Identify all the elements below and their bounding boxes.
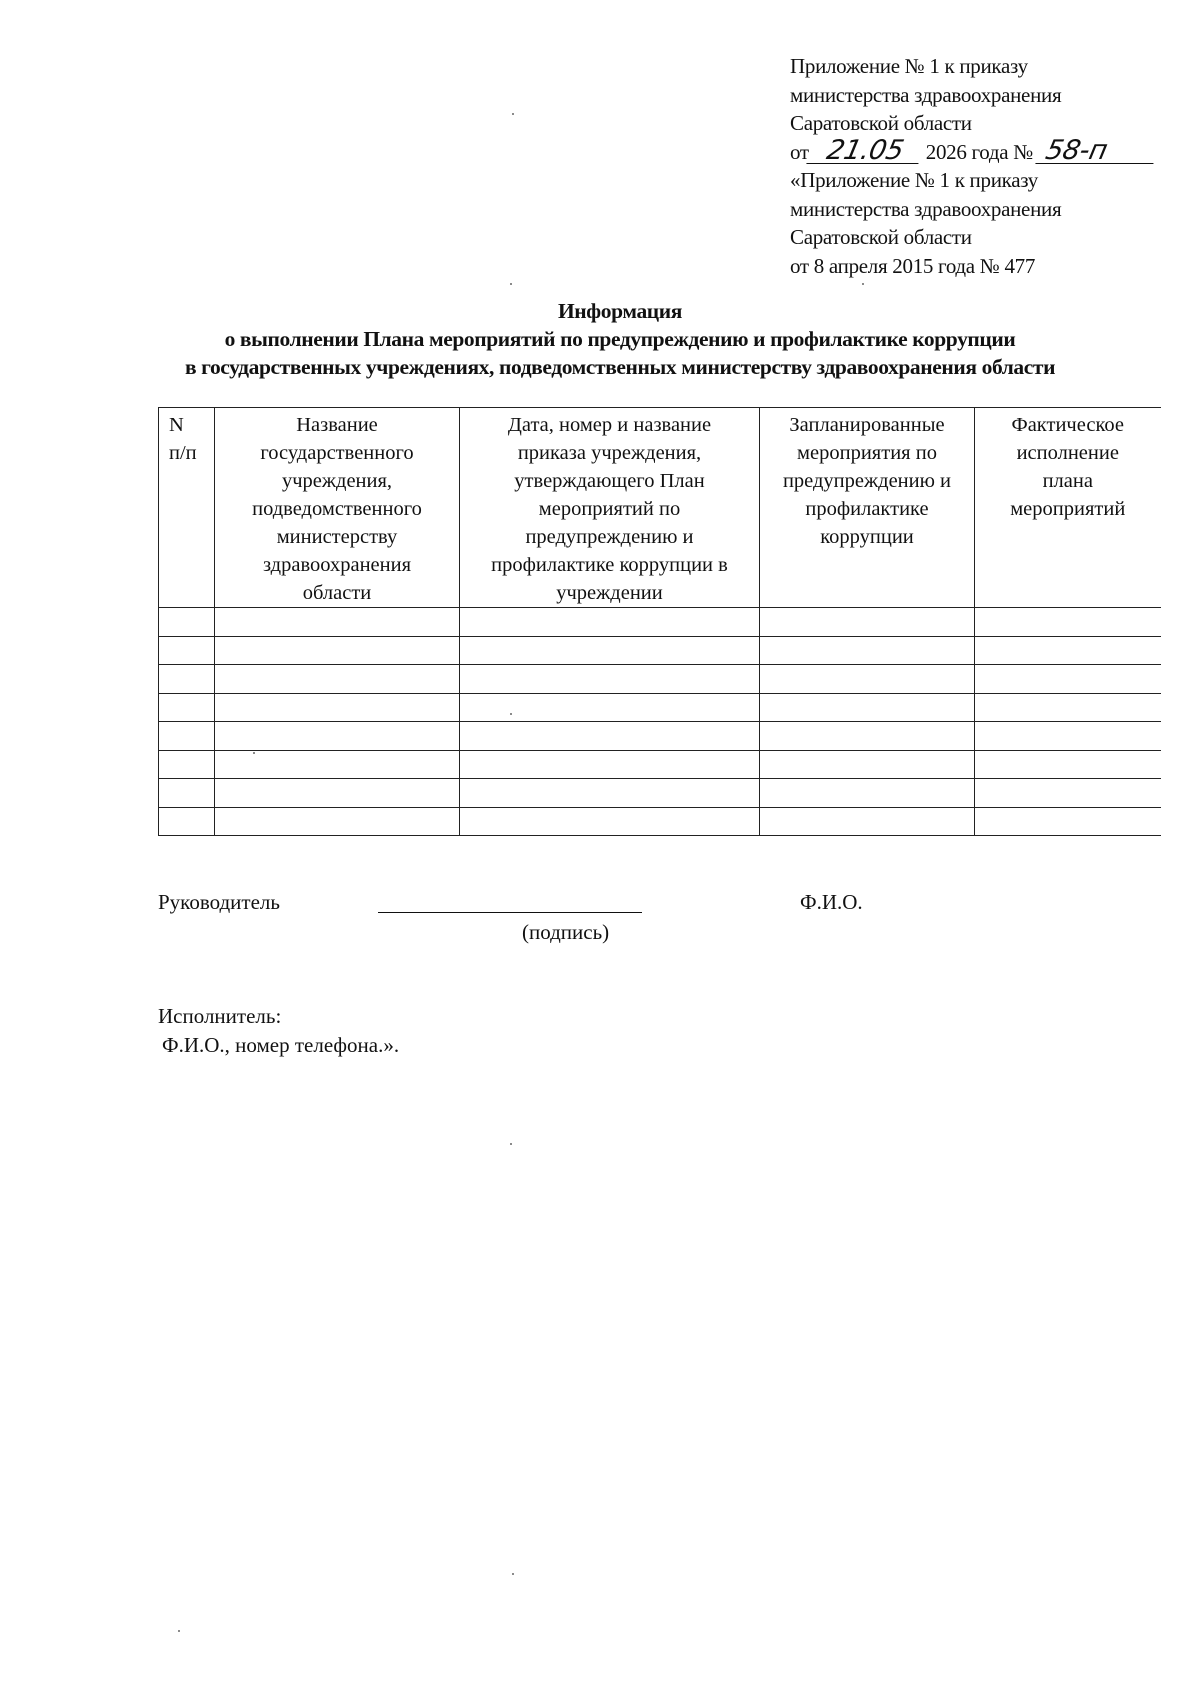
signature-caption: (подпись) (522, 920, 610, 944)
table-cell[interactable] (460, 722, 760, 751)
table-row (159, 608, 1161, 637)
signature-line[interactable] (378, 912, 642, 913)
executor-label: Исполнитель: (158, 1004, 282, 1028)
table-cell[interactable] (215, 693, 460, 722)
header-text-line: плана (1042, 470, 1093, 492)
table-cell[interactable] (159, 807, 215, 836)
table-cell[interactable] (975, 750, 1161, 779)
scan-speck (862, 283, 864, 285)
header-text-line: Запланированные (789, 414, 945, 436)
table-cell[interactable] (215, 665, 460, 694)
table-cell[interactable] (215, 750, 460, 779)
appendix-block (790, 52, 1170, 280)
table-cell[interactable] (159, 750, 215, 779)
appendix-line-2: министерства здравоохранения (790, 82, 1062, 107)
table-cell[interactable] (159, 779, 215, 808)
header-text-line: Название (296, 414, 378, 436)
header-text-line: утверждающего План (514, 470, 705, 492)
executor-block (158, 1002, 399, 1060)
appendix-date-line (790, 134, 1170, 167)
header-text-line: мероприятия по (797, 442, 937, 464)
appendix-line-8: от 8 апреля 2015 года № 477 (790, 253, 1036, 278)
table-row (159, 665, 1161, 694)
header-actual-execution (975, 408, 1161, 608)
table-cell[interactable] (159, 636, 215, 665)
table-cell[interactable] (460, 807, 760, 836)
header-order-details (460, 408, 760, 608)
table-cell[interactable] (159, 608, 215, 637)
header-text-line: п/п (169, 442, 197, 464)
header-text-line: учреждения, (281, 470, 393, 492)
table-cell[interactable] (760, 722, 975, 751)
table-cell[interactable] (760, 693, 975, 722)
header-text-line: государственного (260, 442, 414, 464)
table-cell[interactable] (975, 636, 1161, 665)
scan-speck (510, 713, 512, 715)
signature-label: Руководитель (158, 890, 280, 914)
table-cell[interactable] (760, 636, 975, 665)
header-text-line: мероприятий по (538, 498, 681, 520)
appendix-line-6: министерства здравоохранения (790, 196, 1062, 221)
executor-details: Ф.И.О., номер телефона.». (162, 1033, 400, 1057)
table-cell[interactable] (760, 779, 975, 808)
scan-speck (178, 1630, 180, 1632)
header-number (159, 408, 215, 608)
header-text-line: профилактике коррупции в (491, 554, 728, 576)
table-row (159, 807, 1161, 836)
table-cell[interactable] (215, 722, 460, 751)
report-table (158, 407, 1161, 836)
table-cell[interactable] (975, 779, 1161, 808)
table-row (159, 750, 1161, 779)
scan-speck (512, 113, 514, 115)
table-cell[interactable] (460, 636, 760, 665)
table-cell[interactable] (215, 807, 460, 836)
signature-fio: Ф.И.О. (800, 890, 863, 914)
header-text-line: министерству (276, 526, 398, 548)
table-cell[interactable] (975, 608, 1161, 637)
title-line-1: Информация (557, 299, 683, 323)
table-cell[interactable] (159, 665, 215, 694)
date-suffix: 2026 года № (925, 139, 1033, 164)
header-text-line: здравоохранения (262, 554, 412, 576)
handwritten-date: 21.05 (806, 139, 923, 164)
table-cell[interactable] (460, 779, 760, 808)
header-text-line: подведомственного (252, 498, 422, 520)
scan-speck (512, 1573, 514, 1575)
header-text-line: предупреждению и (782, 470, 952, 492)
table-cell[interactable] (460, 665, 760, 694)
table-cell[interactable] (159, 693, 215, 722)
header-text-line: N (169, 414, 184, 436)
appendix-line-3: Саратовской области (790, 111, 972, 135)
table-cell[interactable] (215, 608, 460, 637)
table-cell[interactable] (975, 665, 1161, 694)
table-row (159, 636, 1161, 665)
table-header-row (159, 408, 1161, 608)
header-planned-measures (760, 408, 975, 608)
table-cell[interactable] (975, 693, 1161, 722)
header-text-line: мероприятий (1010, 498, 1126, 520)
table-cell[interactable] (975, 722, 1161, 751)
table-cell[interactable] (760, 807, 975, 836)
header-text-line: Фактическое (1011, 414, 1124, 436)
header-text-line: исполнение (1016, 442, 1119, 464)
table-cell[interactable] (159, 722, 215, 751)
header-text-line: предупреждению и (525, 526, 694, 548)
table-row (159, 722, 1161, 751)
table-cell[interactable] (460, 608, 760, 637)
table-cell[interactable] (215, 636, 460, 665)
table-row (159, 779, 1161, 808)
table-cell[interactable] (215, 779, 460, 808)
title-line-3: в государственных учреждениях, подведомственных министерству здравоохранения области (184, 355, 1056, 379)
appendix-line-7: Саратовской области (790, 225, 972, 249)
header-institution-name (215, 408, 460, 608)
table-body (159, 608, 1161, 836)
table-cell[interactable] (460, 693, 760, 722)
header-text-line: приказа учреждения, (517, 442, 702, 464)
handwritten-order-number: 58-п (1035, 139, 1158, 164)
table-cell[interactable] (760, 608, 975, 637)
header-text-line: профилактике (805, 498, 929, 520)
date-prefix: от (790, 139, 809, 164)
header-text-line: коррупции (820, 526, 914, 548)
table-cell[interactable] (760, 750, 975, 779)
table-cell[interactable] (460, 750, 760, 779)
table-row (159, 693, 1161, 722)
table-cell[interactable] (975, 807, 1161, 836)
header-text-line: области (302, 582, 372, 604)
appendix-line-1: Приложение № 1 к приказу (790, 54, 1028, 78)
scan-speck (510, 283, 512, 285)
header-text-line: учреждении (556, 582, 663, 604)
title-line-2: о выполнении Плана мероприятий по предупреждению и профилактике коррупции (224, 327, 1016, 351)
scan-speck (510, 1143, 512, 1145)
header-text-line: Дата, номер и название (507, 414, 712, 436)
appendix-line-5: «Приложение № 1 к приказу (790, 168, 1038, 192)
document-title (120, 297, 1120, 381)
table-cell[interactable] (760, 665, 975, 694)
scan-speck (253, 752, 255, 754)
